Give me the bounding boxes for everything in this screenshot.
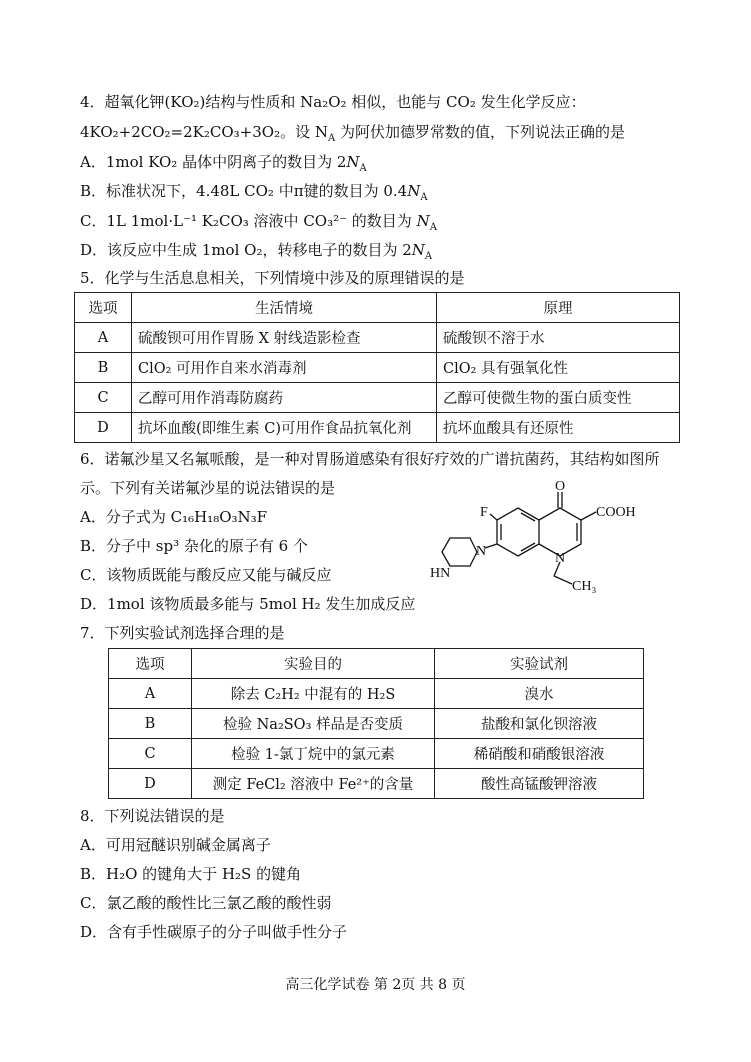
table-cell: A	[75, 323, 132, 353]
table-row	[75, 383, 680, 413]
table-header-row	[109, 649, 644, 679]
table-cell: C	[109, 739, 192, 769]
table-cell: 抗坏血酸具有还原性	[437, 413, 680, 443]
table-row	[75, 353, 680, 383]
q8-option-b: B．H₂O 的键角大于 H₂S 的键角	[80, 865, 302, 883]
group-ch3: CH₃	[572, 579, 597, 594]
q6-option-b: B．分子中 sp³ 杂化的原子有 6 个	[80, 537, 308, 555]
table-row	[75, 413, 680, 443]
table-cell: 盐酸和氯化钡溶液	[435, 709, 644, 739]
q4-stem-line2: 4KO₂+2CO₂=2K₂CO₃+3O₂。设 $N_A$ 为阿伏加德罗常数的值，下列说法正确的是	[80, 123, 626, 144]
table-cell: D	[75, 413, 132, 443]
atom-o: O	[555, 480, 566, 494]
q5-stem: 5．化学与生活息息相关，下列情境中涉及的原理错误的是	[80, 269, 465, 287]
table-row	[109, 679, 644, 709]
q6-option-a: A．分子式为 C₁₆H₁₈O₃N₃F	[80, 508, 268, 526]
q5-table	[74, 292, 680, 443]
table-cell: 测定 FeCl₂ 溶液中 Fe²⁺的含量	[192, 769, 435, 799]
q4-option-c: C．1L 1mol·L⁻¹ K₂CO₃ 溶液中 CO₃²⁻ 的数目为 $N_A$	[80, 212, 437, 233]
table-header: 实验目的	[192, 649, 435, 679]
q4-stem-line1: 4．超氧化钾(KO₂)结构与性质和 Na₂O₂ 相似，也能与 CO₂ 发生化学反应：	[80, 93, 586, 111]
q8-stem: 8．下列说法错误的是	[80, 807, 225, 825]
table-header: 原理	[437, 293, 680, 323]
table-cell: 乙醇可使微生物的蛋白质变性	[437, 383, 680, 413]
table-header: 选项	[109, 649, 192, 679]
table-row	[109, 769, 644, 799]
table-cell: B	[75, 353, 132, 383]
q8-option-d: D．含有手性碳原子的分子叫做手性分子	[80, 923, 348, 941]
table-cell: 硫酸钡可用作胃肠 X 射线造影检查	[132, 323, 437, 353]
q4-option-d: D．该反应中生成 1mol O₂，转移电子的数目为 $2N_A$	[80, 241, 433, 262]
table-cell: 检验 1-氯丁烷中的氯元素	[192, 739, 435, 769]
q6-stem-line2: 示。下列有关诺氟沙星的说法错误的是	[80, 479, 336, 497]
q6-option-d: D．1mol 该物质最多能与 5mol H₂ 发生加成反应	[80, 595, 416, 613]
table-cell: ClO₂ 可用作自来水消毒剂	[132, 353, 437, 383]
table-cell: 溴水	[435, 679, 644, 709]
table-cell: 酸性高锰酸钾溶液	[435, 769, 644, 799]
table-header-row	[75, 293, 680, 323]
table-row	[75, 323, 680, 353]
q7-table	[108, 648, 644, 799]
q6-option-c: C．该物质既能与酸反应又能与碱反应	[80, 566, 332, 584]
q4-option-a: A．1mol KO₂ 晶体中阴离子的数目为 $2N_A$	[80, 153, 367, 174]
table-header: 选项	[75, 293, 132, 323]
group-hn: HN	[430, 566, 451, 581]
table-header: 生活情境	[132, 293, 437, 323]
atom-f: F	[480, 505, 488, 520]
q6-stem-line1: 6．诺氟沙星又名氟哌酸，是一种对胃肠道感染有很好疗效的广谱抗菌药，其结构如图所	[80, 450, 660, 468]
table-row	[109, 739, 644, 769]
atom-n-ring: N	[555, 551, 566, 566]
table-cell: A	[109, 679, 192, 709]
atom-n-piperazine: N	[476, 544, 487, 559]
table-cell: D	[109, 769, 192, 799]
table-row	[109, 709, 644, 739]
q8-option-a: A．可用冠醚识别碱金属离子	[80, 836, 271, 854]
table-header: 实验试剂	[435, 649, 644, 679]
table-cell: 稀硝酸和硝酸银溶液	[435, 739, 644, 769]
table-cell: ClO₂ 具有强氧化性	[437, 353, 680, 383]
group-cooh: COOH	[596, 505, 636, 520]
q8-option-c: C．氯乙酸的酸性比三氯乙酸的酸性弱	[80, 894, 332, 912]
page-footer: 高三化学试卷 第 2页 共 8 页	[285, 977, 466, 993]
table-cell: 乙醇可用作消毒防腐药	[132, 383, 437, 413]
table-cell: C	[75, 383, 132, 413]
q4-option-b: B．标准状况下，4.48L CO₂ 中π键的数目为 $0.4N_A$	[80, 182, 428, 203]
q7-stem: 7．下列实验试剂选择合理的是	[80, 624, 285, 642]
norfloxacin-structure	[430, 480, 650, 600]
table-cell: 除去 C₂H₂ 中混有的 H₂S	[192, 679, 435, 709]
q4-equation: 4KO₂+2CO₂=2K₂CO₃+3O₂。	[80, 123, 296, 141]
table-cell: 硫酸钡不溶于水	[437, 323, 680, 353]
table-cell: 抗坏血酸(即维生素 C)可用作食品抗氧化剂	[132, 413, 437, 443]
table-cell: 检验 Na₂SO₃ 样品是否变质	[192, 709, 435, 739]
table-cell: B	[109, 709, 192, 739]
